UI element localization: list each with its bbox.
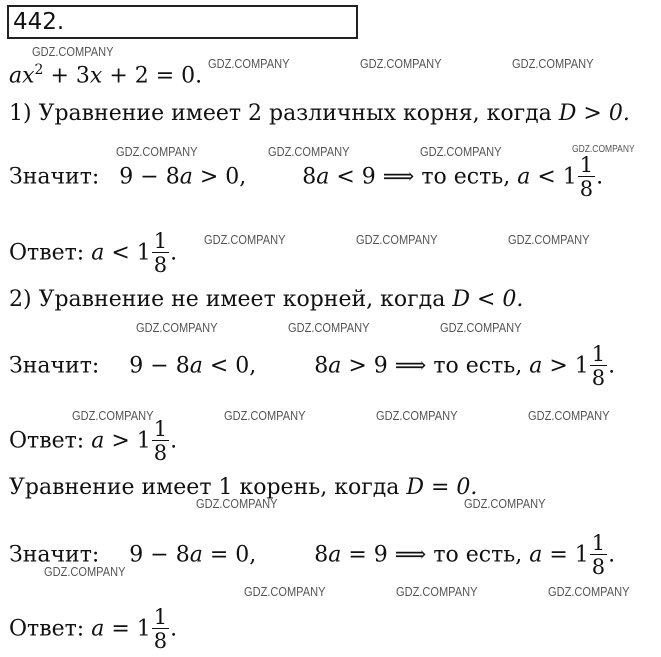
case2-ineq1-post: < 0, xyxy=(202,353,257,379)
watermark: GDZ.COMPANY xyxy=(420,144,502,159)
watermark: GDZ.COMPANY xyxy=(44,564,126,579)
case3-ineq2-post: = 9 ⟹ то есть, xyxy=(341,542,530,568)
watermark: GDZ.COMPANY xyxy=(440,320,522,335)
watermark: GDZ.COMPANY xyxy=(196,496,278,511)
watermark: GDZ.COMPANY xyxy=(32,44,114,59)
case3-frac-num: 1 xyxy=(591,531,606,555)
watermark: GDZ.COMPANY xyxy=(244,584,326,599)
case1-heading-text: 1) Уравнение имеет 2 различных корня, когда xyxy=(9,101,559,126)
eq-var-x: x xyxy=(22,63,35,89)
case3-end: . xyxy=(608,542,616,568)
case2-answer-fraction xyxy=(152,418,169,465)
case1-answer-frac-num: 1 xyxy=(153,229,168,253)
case2-answer-end: . xyxy=(170,428,178,454)
watermark: GDZ.COMPANY xyxy=(512,56,594,71)
case3-ineq1-post: = 0, xyxy=(202,542,257,568)
case2-answer-var: a xyxy=(91,428,105,454)
case2-ineq2-var: a xyxy=(328,353,342,379)
case1-ineq1-var: a xyxy=(179,164,193,190)
case1-label: Значит: xyxy=(9,164,100,190)
case2-answer-rel: > 1 xyxy=(104,428,151,454)
case2-ineq1-pre: 9 − 8 xyxy=(129,353,190,379)
case1-result-rel: < 1 xyxy=(530,164,577,190)
watermark: GDZ.COMPANY xyxy=(508,232,590,247)
case1-result-fraction xyxy=(578,154,595,201)
case3-ineq2-pre: 8 xyxy=(314,542,329,568)
watermark: GDZ.COMPANY xyxy=(224,408,306,423)
case2-end: . xyxy=(608,353,616,379)
case1-answer xyxy=(9,230,177,277)
case3-result-var: a xyxy=(529,542,543,568)
eq-term-2: + 2 = 0. xyxy=(109,63,203,89)
watermark: GDZ.COMPANY xyxy=(72,408,154,423)
eq-term-3: + 3 xyxy=(50,63,90,89)
case2-result-var: a xyxy=(529,353,543,379)
case3-label: Значит: xyxy=(9,542,100,568)
case3-heading-text: Уравнение имеет 1 корень, когда xyxy=(9,475,407,500)
case2-conclusion xyxy=(9,343,615,390)
watermark: GDZ.COMPANY xyxy=(356,232,438,247)
watermark: GDZ.COMPANY xyxy=(376,408,458,423)
watermark: GDZ.COMPANY xyxy=(572,144,635,155)
watermark: GDZ.COMPANY xyxy=(396,584,478,599)
case1-end: . xyxy=(596,164,604,190)
case3-answer-fraction xyxy=(152,606,169,653)
case1-answer-end: . xyxy=(170,240,178,266)
watermark: GDZ.COMPANY xyxy=(360,56,442,71)
case1-answer-label: Ответ: xyxy=(9,240,92,266)
case3-result-rel: = 1 xyxy=(542,542,589,568)
case3-answer-label: Ответ: xyxy=(9,616,92,642)
watermark: GDZ.COMPANY xyxy=(528,408,610,423)
case3-answer-frac-den: 8 xyxy=(153,629,168,653)
equation-line xyxy=(9,56,202,90)
problem-number-box xyxy=(7,5,358,39)
watermark: GDZ.COMPANY xyxy=(288,320,370,335)
case2-label: Значит: xyxy=(9,353,100,379)
case1-answer-var: a xyxy=(91,240,105,266)
case1-conclusion xyxy=(9,154,603,201)
watermark: GDZ.COMPANY xyxy=(136,320,218,335)
case3-ineq1-pre: 9 − 8 xyxy=(129,542,190,568)
case2-heading-text: 2) Уравнение не имеет корней, когда xyxy=(9,287,453,312)
case1-result-var: a xyxy=(517,164,531,190)
watermark: GDZ.COMPANY xyxy=(204,232,286,247)
problem-number: 442. xyxy=(13,9,65,35)
case1-frac-num: 1 xyxy=(579,153,594,177)
case1-ineq1-post: > 0, xyxy=(192,164,247,190)
watermark: GDZ.COMPANY xyxy=(548,584,630,599)
case3-ineq2-var: a xyxy=(328,542,342,568)
case2-ineq2-pre: 8 xyxy=(314,353,329,379)
case3-answer-end: . xyxy=(170,616,178,642)
watermark: GDZ.COMPANY xyxy=(208,56,290,71)
case2-answer xyxy=(9,418,177,465)
case2-answer-frac-num: 1 xyxy=(153,417,168,441)
case1-condition: D > 0. xyxy=(558,101,630,126)
case3-ineq1-var: a xyxy=(189,542,203,568)
case1-heading xyxy=(9,100,630,128)
case3-answer-frac-num: 1 xyxy=(153,605,168,629)
case1-answer-rel: < 1 xyxy=(104,240,151,266)
case2-ineq2-post: > 9 ⟹ то есть, xyxy=(341,353,530,379)
case3-answer xyxy=(9,606,177,653)
case2-result-fraction xyxy=(590,343,607,390)
case2-condition: D < 0. xyxy=(452,287,524,312)
watermark: GDZ.COMPANY xyxy=(116,144,198,159)
case2-answer-frac-den: 8 xyxy=(153,441,168,465)
case1-answer-frac-den: 8 xyxy=(153,253,168,277)
case2-result-rel: > 1 xyxy=(542,353,589,379)
case2-ineq1-var: a xyxy=(189,353,203,379)
case1-ineq2-var: a xyxy=(316,164,330,190)
watermark: GDZ.COMPANY xyxy=(268,144,350,159)
case2-frac-den: 8 xyxy=(591,366,606,390)
case2-answer-label: Ответ: xyxy=(9,428,92,454)
eq-exponent: 2 xyxy=(34,62,44,78)
case2-heading xyxy=(9,286,523,314)
eq-coef-a: a xyxy=(9,63,23,89)
case1-ineq2-pre: 8 xyxy=(302,164,317,190)
case2-frac-num: 1 xyxy=(591,342,606,366)
eq-var-x-2: x xyxy=(89,63,103,89)
case3-answer-rel: = 1 xyxy=(104,616,151,642)
case3-answer-var: a xyxy=(91,616,105,642)
case1-frac-den: 8 xyxy=(579,177,594,201)
case3-condition: D = 0. xyxy=(406,475,478,500)
case3-frac-den: 8 xyxy=(591,555,606,579)
case1-answer-fraction xyxy=(152,230,169,277)
case1-ineq2-post: < 9 ⟹ то есть, xyxy=(329,164,518,190)
case3-result-fraction xyxy=(590,532,607,579)
case1-ineq1-pre: 9 − 8 xyxy=(119,164,180,190)
watermark: GDZ.COMPANY xyxy=(464,496,546,511)
